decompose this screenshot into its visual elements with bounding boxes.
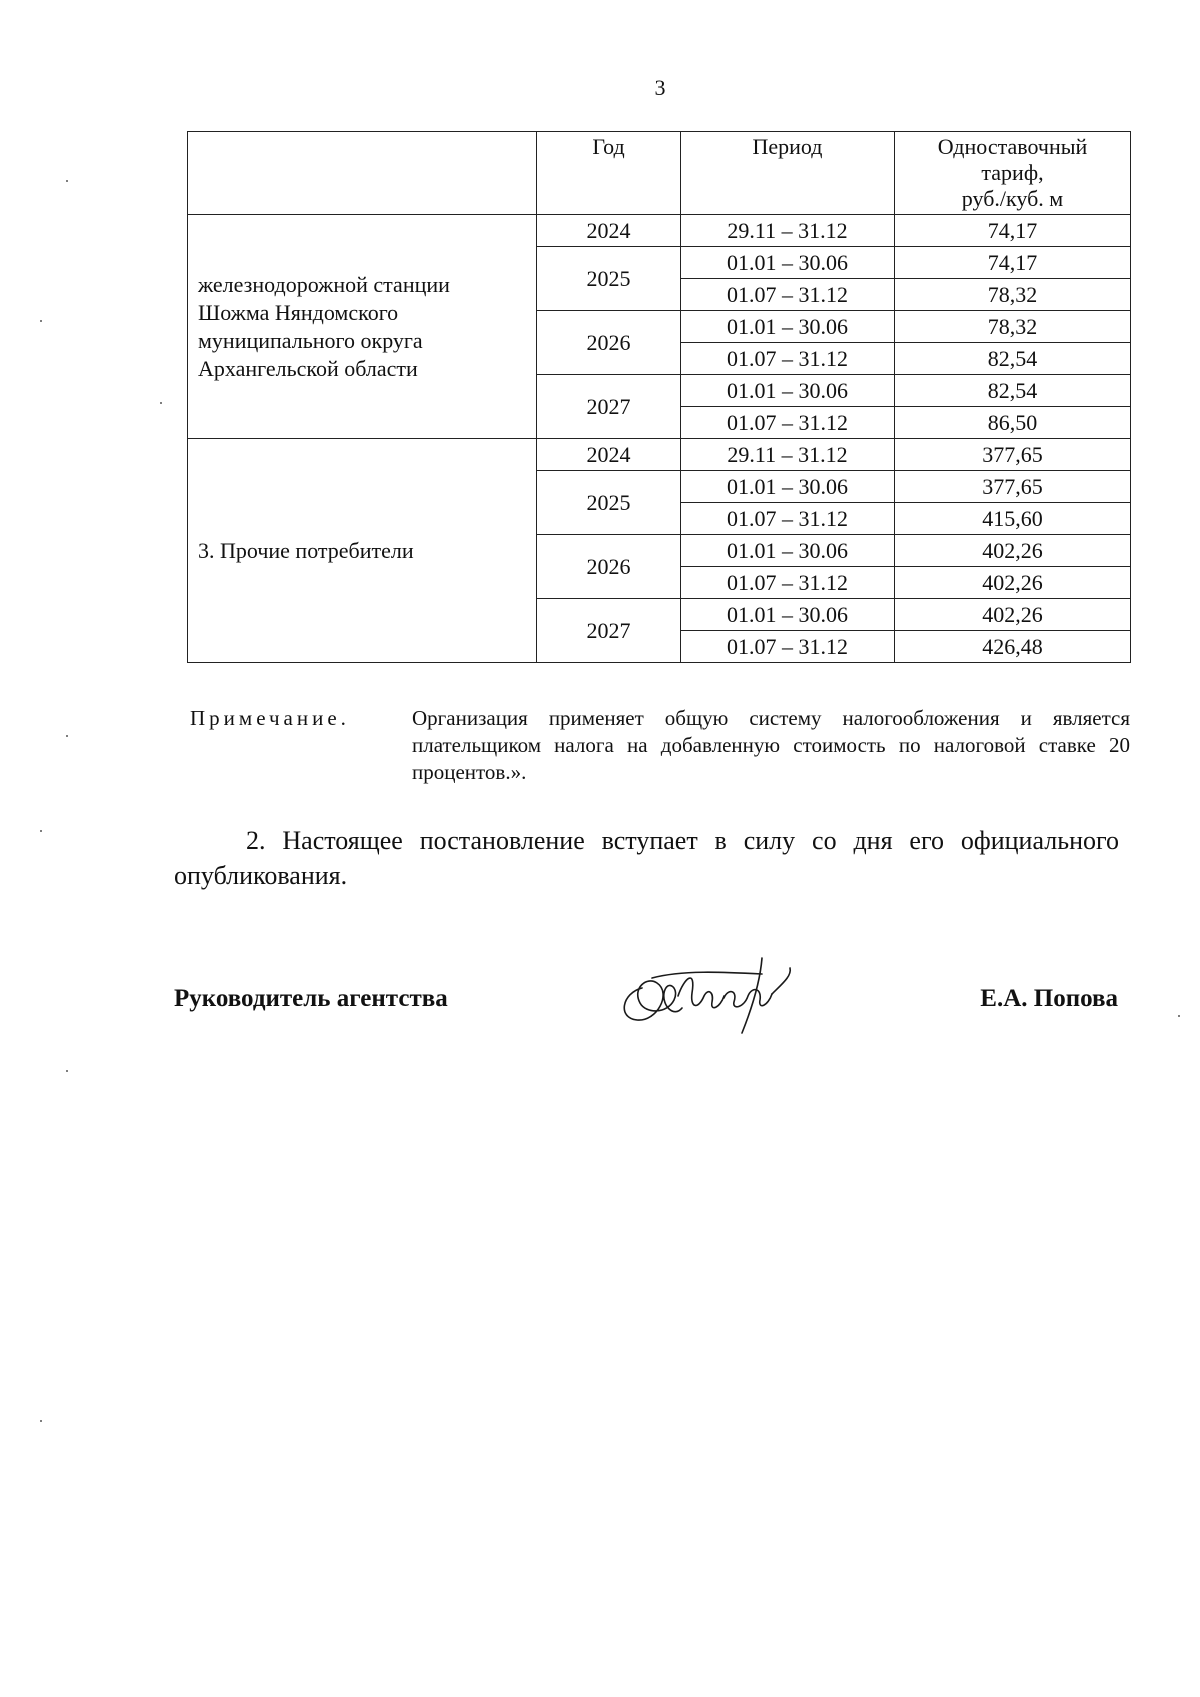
year-cell: 2027 (537, 599, 681, 663)
group-label-line: Архангельской области (198, 355, 418, 381)
header-tariff-line2: тариф, (981, 160, 1044, 185)
period-cell: 01.07 – 31.12 (681, 407, 895, 439)
scan-speck (1178, 1015, 1180, 1017)
table-header-row (188, 132, 1131, 215)
year-cell: 2024 (537, 215, 681, 247)
tariff-cell: 74,17 (895, 215, 1131, 247)
consumer-group-station (188, 215, 537, 439)
year-cell: 2026 (537, 311, 681, 375)
year-cell: 2027 (537, 375, 681, 439)
period-cell: 01.07 – 31.12 (681, 503, 895, 535)
header-tariff (895, 132, 1131, 215)
page-number: 3 (654, 75, 666, 100)
tariff-cell: 78,32 (895, 311, 1131, 343)
tariff-cell: 86,50 (895, 407, 1131, 439)
tariff-cell: 82,54 (895, 375, 1131, 407)
tariff-cell: 82,54 (895, 343, 1131, 375)
note-label: Примечание. (190, 706, 350, 730)
period-cell: 01.07 – 31.12 (681, 343, 895, 375)
tariff-cell: 426,48 (895, 631, 1131, 663)
consumer-group-other: 3. Прочие потребители (188, 439, 537, 663)
header-consumer-group (188, 132, 537, 215)
tariff-cell: 377,65 (895, 471, 1131, 503)
tariff-cell: 402,26 (895, 567, 1131, 599)
signer-title: Руководитель агентства (174, 985, 448, 1012)
tariff-cell: 74,17 (895, 247, 1131, 279)
period-cell: 01.01 – 30.06 (681, 311, 895, 343)
tariff-cell: 377,65 (895, 439, 1131, 471)
tariff-table (187, 131, 1131, 663)
header-period: Период (681, 132, 895, 215)
tariff-cell: 78,32 (895, 279, 1131, 311)
period-cell: 29.11 – 31.12 (681, 215, 895, 247)
note-text: Организация применяет общую систему налогообложения и является плательщиком налога на добавленную стоимость по налоговой ставке 20 процентов.». (412, 706, 1130, 784)
handwritten-signature (612, 948, 802, 1038)
tariff-cell: 402,26 (895, 535, 1131, 567)
scan-speck (66, 1070, 68, 1072)
scan-speck (66, 180, 68, 182)
year-cell: 2024 (537, 439, 681, 471)
table-row (188, 215, 1131, 247)
period-cell: 01.01 – 30.06 (681, 535, 895, 567)
period-cell: 01.01 – 30.06 (681, 375, 895, 407)
period-cell: 01.01 – 30.06 (681, 599, 895, 631)
group-label-line: железнодорожной станции (198, 271, 450, 297)
header-tariff-line3: руб./куб. м (961, 186, 1064, 211)
period-cell: 01.01 – 30.06 (681, 471, 895, 503)
tariff-cell: 415,60 (895, 503, 1131, 535)
year-cell: 2025 (537, 471, 681, 535)
period-cell: 01.01 – 30.06 (681, 247, 895, 279)
tariff-cell: 402,26 (895, 599, 1131, 631)
header-tariff-line1: Одноставочный (937, 134, 1088, 159)
note-block (190, 705, 1130, 786)
period-cell: 01.07 – 31.12 (681, 279, 895, 311)
group-label-line: муниципального округа (198, 327, 423, 353)
year-cell: 2025 (537, 247, 681, 311)
period-cell: 01.07 – 31.12 (681, 567, 895, 599)
scan-speck (66, 735, 68, 737)
header-year: Год (537, 132, 681, 215)
scan-speck (160, 402, 162, 404)
group-label-line: Шожма Няндомского (198, 299, 399, 325)
year-cell: 2026 (537, 535, 681, 599)
scan-speck (40, 320, 42, 322)
scan-speck (40, 830, 42, 832)
signer-name: Е.А. Попова (980, 985, 1118, 1012)
clause-paragraph: 2. Настоящее постановление вступает в силу со дня его официального опубликования. (174, 826, 1119, 890)
period-cell: 01.07 – 31.12 (681, 631, 895, 663)
scan-speck (40, 1420, 42, 1422)
table-row (188, 439, 1131, 471)
period-cell: 29.11 – 31.12 (681, 439, 895, 471)
